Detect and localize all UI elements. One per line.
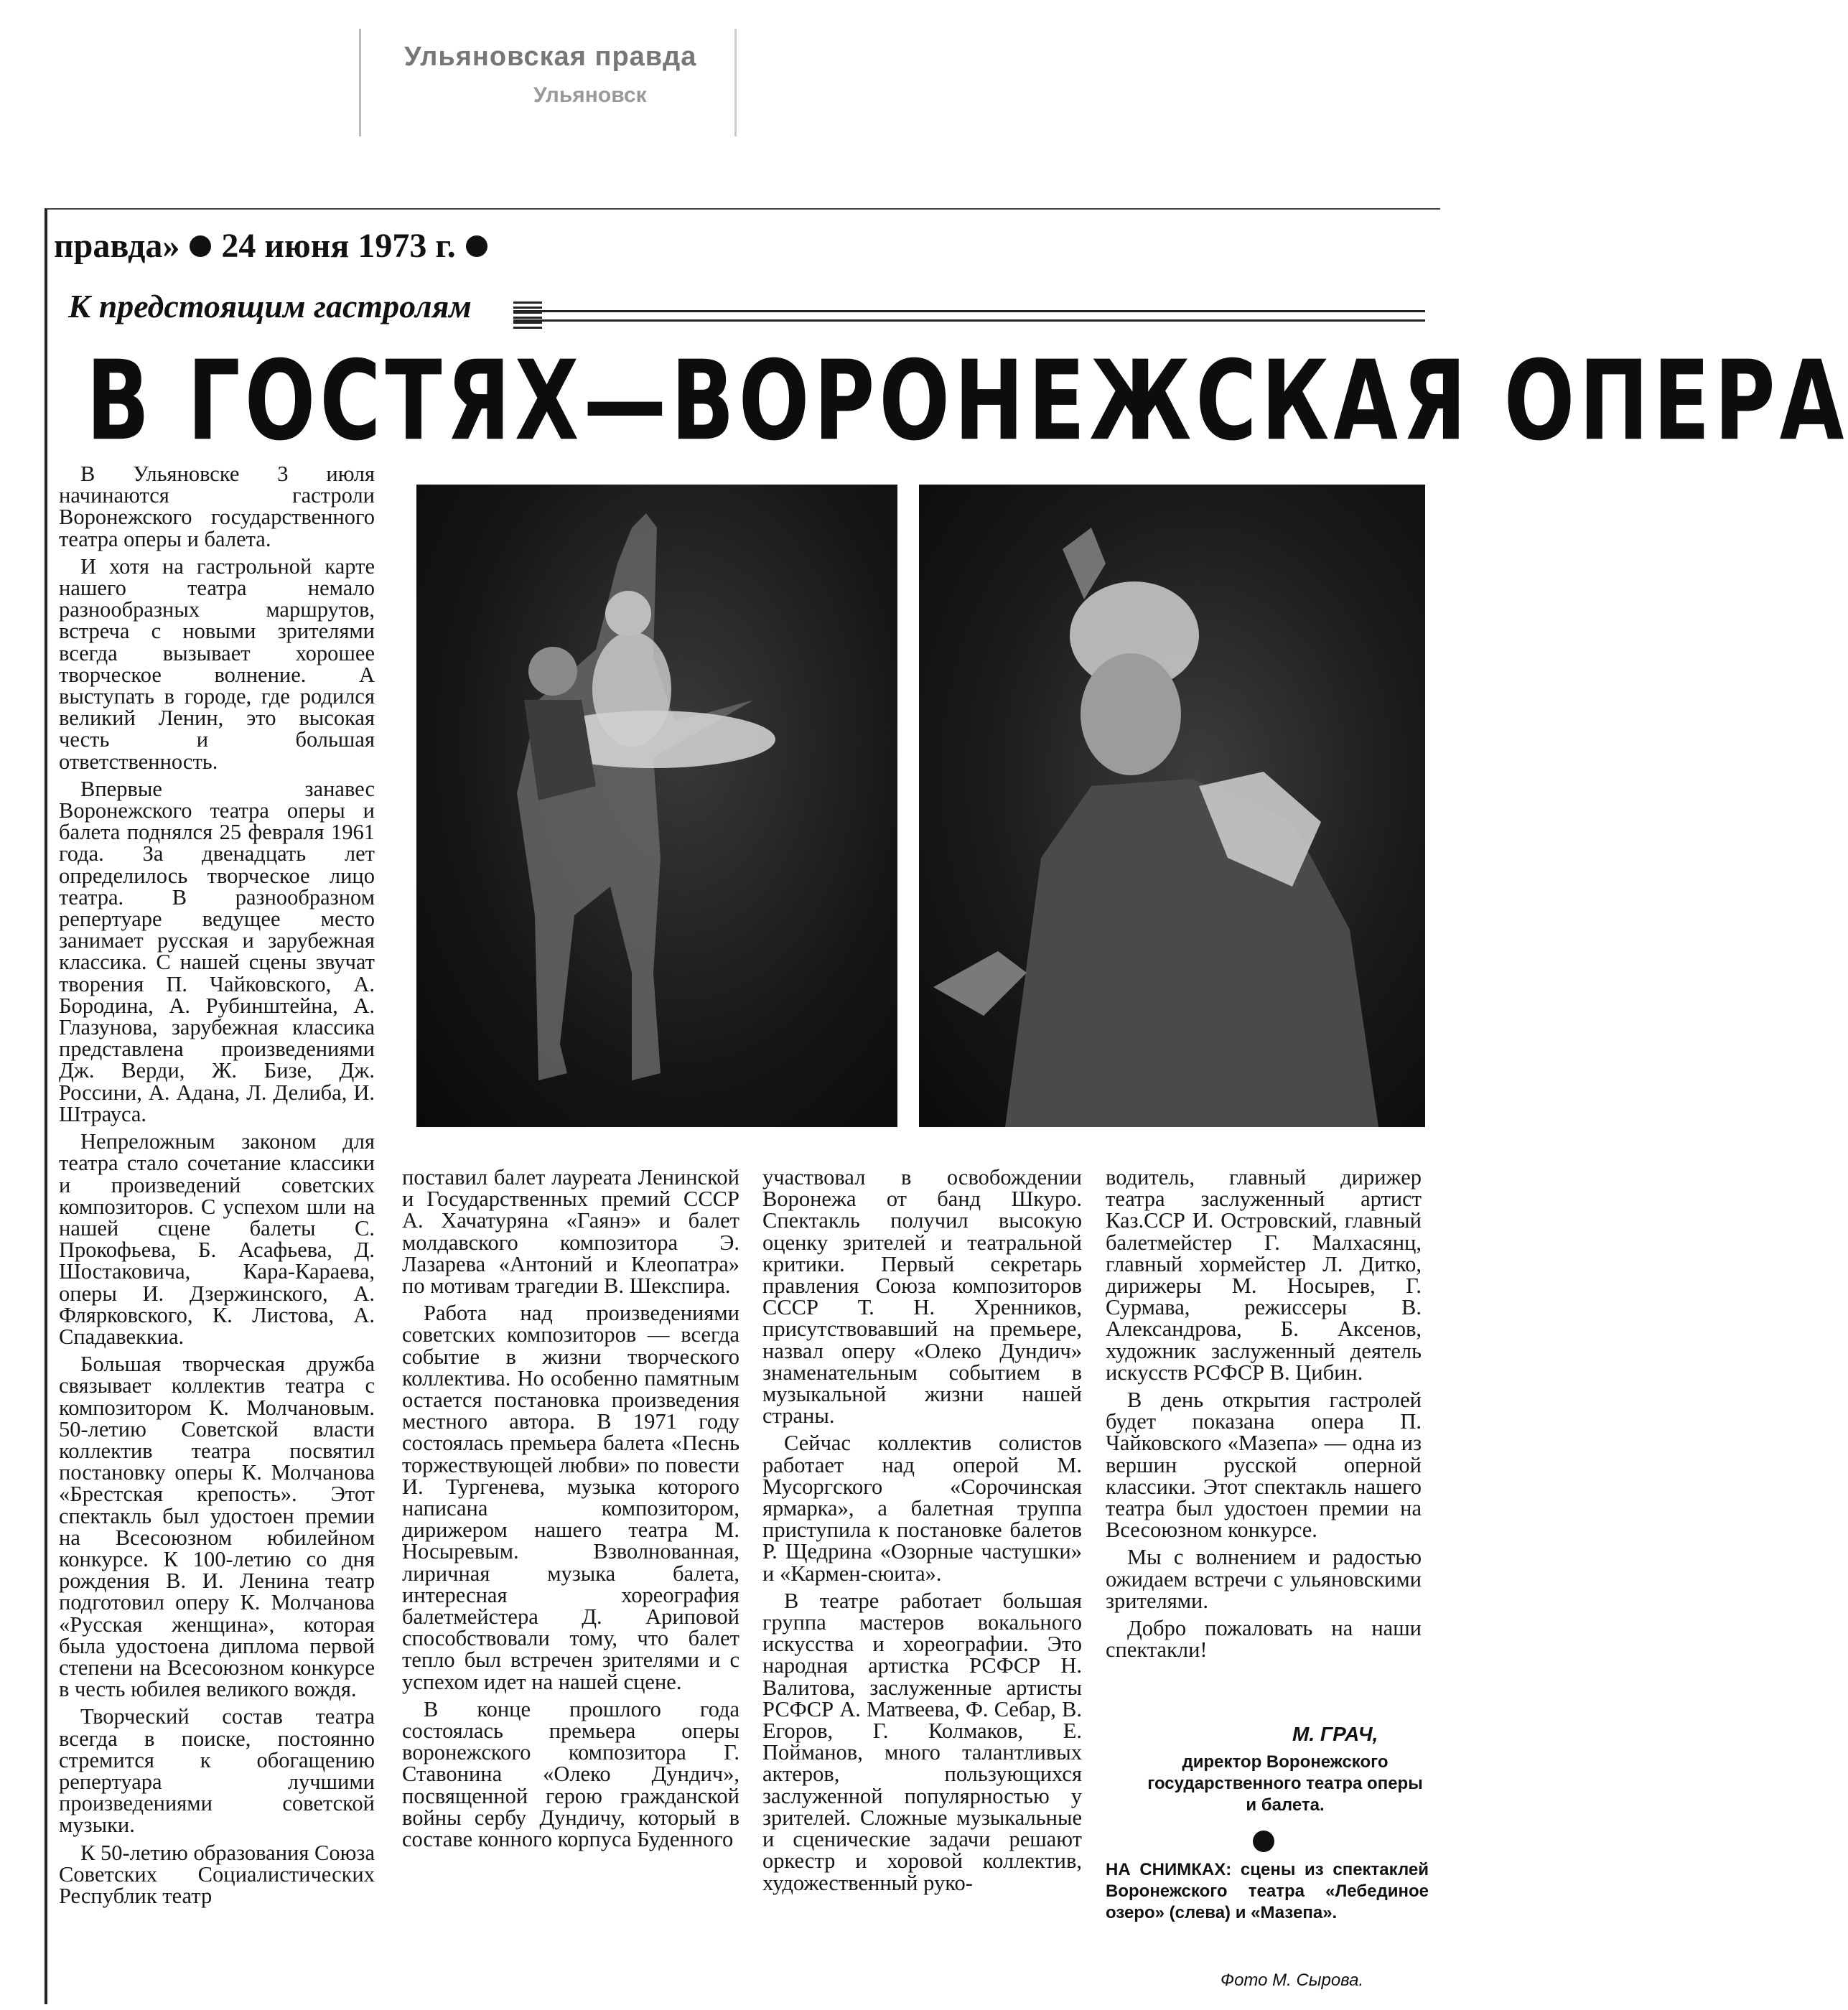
dateline: [54, 226, 487, 266]
paragraph: В Ульяновске 3 июля начинаются гастроли Воронежского государственного театра оперы и балета.: [59, 462, 375, 551]
rubric: К предстоящим гастролям: [68, 288, 472, 324]
paragraph: Добро пожаловать на наши спектакли!: [1106, 1616, 1422, 1663]
paragraph: Впервые занавес Воронежского театра оперы и балета поднялся 25 февраля 1961 года. За двенадцать лет определилось творческое лицо театра. В разнообразном репертуаре ведущее место занимает русская и зарубежная классика. С нашей сцены звучат творения П. Чайковского, А. Бородина, А. Рубинштейна, А. Глазунова, зарубежная классика представлена произведениями Дж. Верди, Ж. Бизе, Дж. Россини, А. Адана, Л. Делиба, И. Штрауса.: [59, 776, 375, 1126]
paragraph: водитель, главный дирижер театра заслуженный артист Каз.ССР И. Островский, главный балетмейстер Г. Малхасянц, главный хормейстер Л. Дитко, дирижеры М. Носырев, Г. Сурмава, режиссеры В. Александрова, Б. Аксенов, художник заслуженный деятель искусств РСФСР В. Цибин.: [1106, 1165, 1422, 1385]
article-column-2: [402, 1167, 739, 1856]
dateline-paper: правда»: [54, 227, 180, 265]
stamp-city: Ульяновск: [533, 83, 647, 107]
caption-lead: НА СНИМКАХ:: [1106, 1860, 1232, 1879]
rubric-rule: [513, 310, 1425, 322]
paragraph: И хотя на гастрольной карте нашего театра немало разнообразных маршрутов, встреча с новыми зрителями всегда вызывает хорошее творческое волнение. А выступать в городе, где родился великий Ленин, это высокая честь и большая ответственность.: [59, 553, 375, 774]
article-column-1: [59, 463, 375, 1912]
paragraph: Большая творческая дружба связывает коллектив театра с композитором К. Молчановым. 50-летию Советской власти коллектив театра посвятил постановку оперы К. Молчанова «Брестская крепость». Этот спектакль был удостоен премии на Всесоюзном юбилейном конкурсе. К 100-летию со дня рождения В. И. Ленина театр подготовил оперу К. Молчанова «Русская женщина», которая была удостоена диплома первой степени на Всесоюзном конкурсе в честь юбилея великого вождя.: [59, 1352, 375, 1702]
paragraph: участвовал в освобождении Воронежа от банд Шкуро. Спектакль получил высокую оценку зрителей и театральной критики. Первый секретарь правления Союза композиторов СССР Т. Н. Хренников, присутствовавший на премьере, назвал оперу «Олеко Дундич» знаменательным событием в музыкальной жизни нашей страны.: [762, 1165, 1082, 1429]
paragraph: Непреложным законом для театра стало сочетание классики и произведений советских композиторов. С успехом шли на нашей сцене балеты С. Прокофьева, Б. Асафьева, Д. Шостаковича, Кара-Караева, оперы И. Дзержинского, А. Флярковского, К. Листова, А. Спадавеккиа.: [59, 1129, 375, 1349]
ballet-dancers-illustration: [416, 485, 897, 1127]
bullet-icon: [466, 235, 487, 257]
photo-caption: [1106, 1859, 1429, 1924]
photo-credit: Фото М. Сырова.: [1221, 1971, 1364, 1990]
photo-mazeppa: [919, 485, 1425, 1127]
library-stamp: [359, 29, 737, 136]
paragraph: поставил балет лауреата Ленинской и Государственных премий СССР А. Хачатуряна «Гаянэ» и балет молдавского композитора Э. Лазарева «Антоний и Клеопатра» по мотивам трагедии В. Шекспира.: [402, 1165, 739, 1299]
opera-singer-illustration: [919, 485, 1425, 1127]
article-column-3: [762, 1167, 1082, 1899]
paragraph: В конце прошлого года состоялась премьера оперы воронежского композитора Г. Ставонина «Олеко Дундич», посвященной герою гражданской войны сербу Дундичу, который в составе конного корпуса Буденного: [402, 1696, 739, 1852]
paragraph: К 50-летию образования Союза Советских Социалистических Республик театр: [59, 1840, 375, 1908]
author-title: директор Воронежского государственного театра оперы и балета.: [1147, 1752, 1423, 1815]
paragraph: В день открытия гастролей будет показана опера П. Чайковского «Мазепа» — одна из вершин русской оперной классики. Этот спектакль нашего театра был удостоен премии на Всесоюзном конкурсе.: [1106, 1388, 1422, 1543]
stamp-newspaper-name: Ульяновская правда: [404, 42, 697, 72]
article-column-4: [1106, 1167, 1422, 1666]
author-name: М. ГРАЧ,: [1292, 1723, 1378, 1745]
paragraph: Сейчас коллектив солистов работает над оперой М. Мусоргского «Сорочинская ярмарка», а балетная труппа приступила к постановке балетов Р. Щедрина «Озорные частушки» и «Кармен-сюита».: [762, 1431, 1082, 1586]
paragraph: Работа над произведениями советских композиторов — всегда событие в жизни творческого коллектива. Но особенно памятным остается постановка произведения местного автора. В 1971 году состоялась премьера балета «Песнь торжествующей любви» по повести И. Тургенева, музыка которого написана композитором, дирижером нашего театра М. Носыревым. Взволнованная, лиричная музыка балета, интересная хореография балетмейстера Д. Ариповой способствовали тому, что балет тепло был встречен зрителями и с успехом идет на нашей сцене.: [402, 1301, 739, 1694]
bullet-icon: [190, 235, 211, 257]
headline: В ГОСТЯХ—ВОРОНЕЖСКАЯ ОПЕРА: [86, 337, 1848, 466]
paragraph: В театре работает большая группа мастеров вокального искусства и хореографии. Это народная артистка РСФСР Н. Валитова, заслуженные артисты РСФСР А. Матвеева, Ф. Себар, В. Егоров, Г. Колмаков, Е. Пойманов, много талантливых актеров, пользующихся заслуженной популярностью у зрителей. Сложные музыкальные и сценические задачи решают оркестр и хоровой коллектив, художественный руко-: [762, 1588, 1082, 1895]
paragraph: Мы с волнением и радостью ожидаем встречи с ульяновскими зрителями.: [1106, 1545, 1422, 1613]
paragraph: Творческий состав театра всегда в поиске, постоянно стремится к обогащению репертуара лучшими произведениями советской музыки.: [59, 1704, 375, 1838]
photo-swan-lake: [416, 485, 897, 1127]
bullet-icon: [1253, 1831, 1274, 1852]
dateline-date: 24 июня 1973 г.: [221, 227, 456, 265]
caption-text: сцены из спектаклей Воронежского театра «Лебединое озеро» (слева) и «Мазепа».: [1106, 1860, 1429, 1922]
